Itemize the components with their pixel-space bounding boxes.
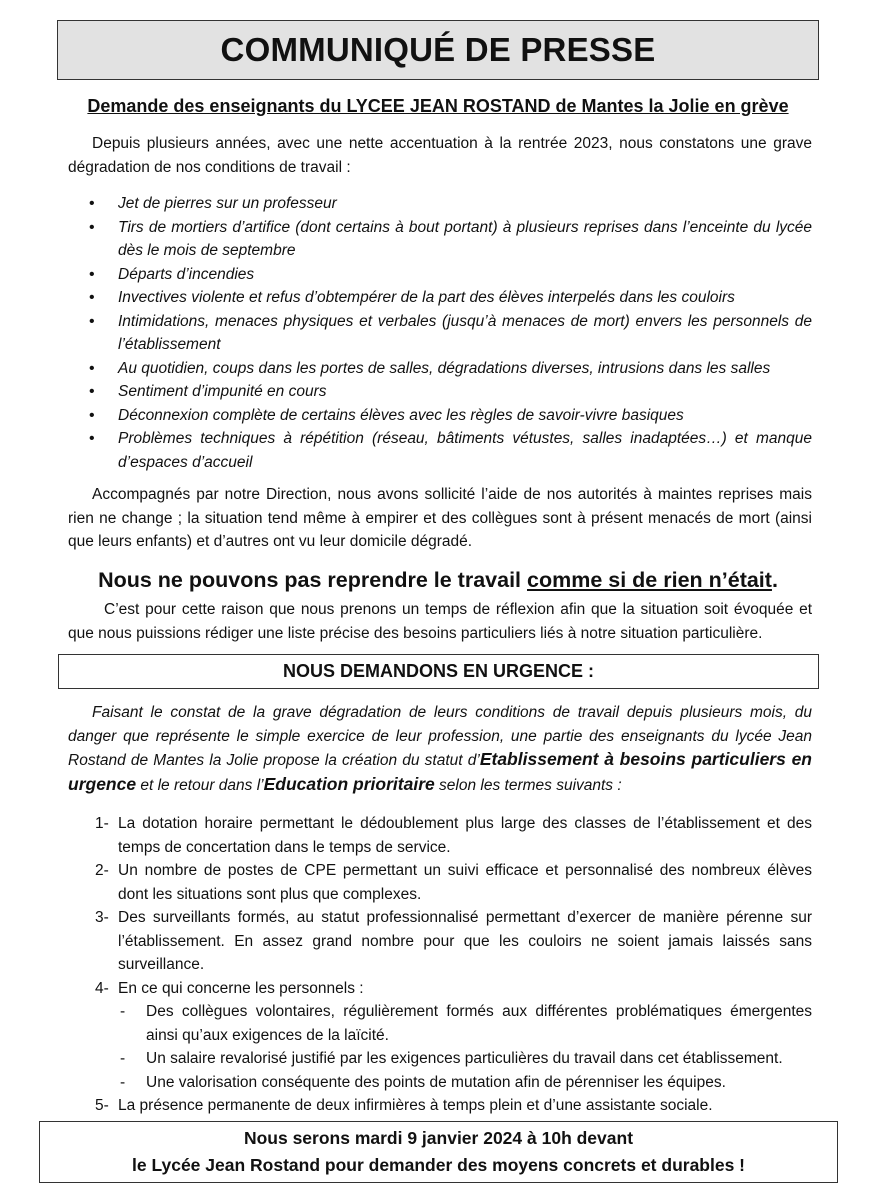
list-item: • Sentiment d’impunité en cours [68, 380, 812, 404]
list-item: • Problèmes techniques à répétition (réseau, bâtiments vétustes, salles inadaptées…) et manque d’espaces d’accueil [68, 427, 812, 474]
sub-list-item: - Un salaire revalorisé justifié par les exigences particulières du travail dans cet établissement. [118, 1047, 812, 1071]
list-item: • Déconnexion complète de certains élèves avec les règles de savoir-vivre basiques [68, 404, 812, 428]
sub-list-item: - Une valorisation conséquente des points de mutation afin de pérenniser les équipes. [118, 1071, 812, 1095]
item-number: 1- [95, 815, 109, 832]
list-item [68, 812, 812, 859]
item-number: 2- [95, 862, 109, 879]
list-item [68, 859, 812, 906]
demand-intro-paragraph [68, 701, 812, 797]
closing-line-1: Nous serons mardi 9 janvier 2024 à 10h devant [243, 1128, 634, 1148]
demand-intro-text-3: selon les termes suivants : [434, 776, 622, 794]
demand-intro-text: Faisant le constat de la grave dégradation de leurs conditions de travail depuis plusieurs mois, du danger que représente le simple exercice de leur profession, une partie des enseignants du lycée Jean Rostand de Mantes la Jolie propose la création du statut d’ [68, 704, 812, 769]
demand-priority-emphasis: Education prioritaire [263, 773, 435, 794]
demand-intro-text-2: et le retour dans l’ [136, 776, 264, 794]
intro-paragraph: Depuis plusieurs années, avec une nette accentuation à la rentrée 2023, nous constatons une grave dégradation de nos conditions de travail : [68, 135, 812, 176]
context-paragraph: Accompagnés par notre Direction, nous avons sollicité l’aide de nos autorités à maintes reprises mais rien ne change ; la situation tend même à empirer et des collègues sont à présent menacés de mort (ainsi que leurs enfants) et d’autres ont vu leur domicile dégradé. [68, 486, 812, 550]
item-text: En ce qui concerne les personnels : [118, 979, 364, 997]
demand-status-emphasis: Etablissement à besoins particuliers en urgence [68, 749, 812, 794]
list-item: • Tirs de mortiers d’artifice (dont certains à bout portant) à plusieurs reprises dans l’enceinte du lycée dès le mois de septembre [68, 216, 812, 263]
list-item: • Invectives violente et refus d’obtempérer de la part des élèves interpelés dans les couloirs [68, 286, 812, 310]
sub-list-item: - Des collègues volontaires, régulièrement formés aux différentes problématiques émergentes ainsi qu’aux exigences de la laïcité. [118, 1000, 812, 1047]
item-number: 3- [95, 909, 109, 926]
document-subtitle: Demande des enseignants du LYCEE JEAN ROSTAND de Mantes la Jolie en grève [87, 96, 789, 116]
headline-text: Nous ne pouvons pas reprendre le travail [98, 568, 527, 592]
headline [57, 566, 819, 594]
item-text: La dotation horaire permettant le dédoublement plus large des classes de l’établissement et des temps de concertation dans le temps de service. [118, 815, 812, 856]
item-text: La présence permanente de deux infirmières à temps plein et d’une assistante sociale. [118, 1097, 713, 1114]
incident-list [68, 192, 812, 474]
headline-end: . [771, 568, 778, 592]
document-title: COMMUNIQUÉ DE PRESSE [57, 20, 819, 80]
item-text: Un nombre de postes de CPE permettant un suivi efficace et personnalisé des nombreux élèves dont les situations sont plus que complexes. [118, 862, 812, 903]
urgent-heading: NOUS DEMANDONS EN URGENCE : [58, 654, 819, 689]
list-item [68, 906, 812, 977]
list-item [68, 1094, 812, 1118]
closing-line-2: le Lycée Jean Rostand pour demander des moyens concrets et durables ! [131, 1155, 746, 1175]
item-number: 4- [95, 979, 109, 997]
list-item [68, 977, 812, 1095]
headline-underlined: comme si de rien n’était [527, 568, 772, 592]
list-item: • Départs d’incendies [68, 263, 812, 287]
reason-paragraph: C’est pour cette raison que nous prenons un temps de réflexion afin que la situation soit évoquée et que nous puissions rédiger une liste précise des besoins particuliers liés à notre situation particulière. [68, 601, 812, 642]
demand-list [68, 812, 812, 1118]
item-number: 5- [95, 1097, 109, 1114]
closing-box [39, 1121, 838, 1183]
list-item: • Intimidations, menaces physiques et verbales (jusqu’à menaces de mort) envers les personnels de l’établissement [68, 310, 812, 357]
item-text: Des surveillants formés, au statut professionnalisé permettant d’exercer de manière pérenne sur l’établissement. En assez grand nombre pour que les couloirs ne soient jamais laissés sans surveillance. [118, 909, 812, 973]
staff-sublist [118, 1000, 812, 1094]
list-item: • Au quotidien, coups dans les portes de salles, dégradations diverses, intrusions dans les salles [68, 357, 812, 381]
list-item: • Jet de pierres sur un professeur [68, 192, 812, 216]
